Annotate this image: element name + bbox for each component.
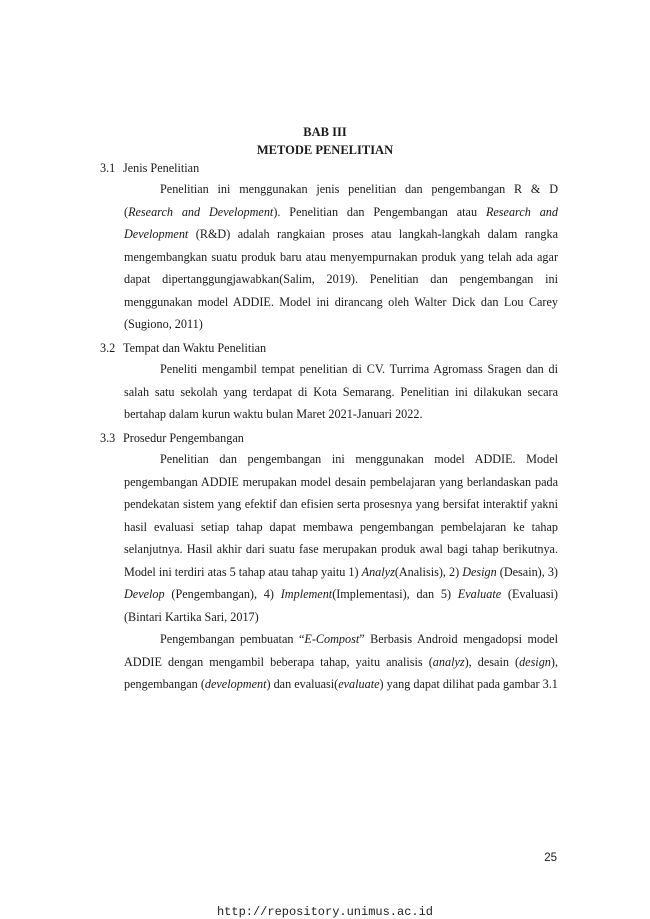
text-run: ), desain ( [464,654,520,669]
text-run: (Implementasi), dan 5) [332,587,458,602]
italic-run: Analyz [361,564,395,579]
section-heading-3-2 [100,340,266,356]
text-run: ) dan evaluasi( [266,677,339,692]
text-run: (Pengembangan), 4) [164,587,281,602]
section-heading-3-3 [100,430,244,446]
italic-run: Implement [280,587,333,602]
section-title: Prosedur Pengembangan [123,431,244,445]
text-run: ). Penelitian dan Pengembangan atau [273,204,486,219]
text-run: (Evaluasi) (Bintari Kartika Sari, 2017) [124,587,558,624]
italic-run: design [519,654,551,669]
text-run: (Analisis), 2) [394,564,463,579]
section-number: 3.1 [100,161,116,175]
italic-run: Research and Development [124,204,558,242]
paragraph-pengembangan-ecompost [124,628,558,696]
text-run: Penelitian dan pengembangan ini menggunakan model ADDIE. Model pengembangan ADDIE merupakan model desain pembelajaran yang berlandaskan pada pendekatan sistem yang efektif dan efisien serta prosesnya yang bersifat interaktif yakni hasil evaluasi setiap tahap dapat membawa pengembangan pembelajaran ke tahap selanjutnya. Hasil akhir dari suatu fase merupakan produk awal bagi tahap berikutnya. Model ini terdiri atas 5 tahap atau tahap yaitu 1) [124,452,558,579]
page-number: 25 [544,852,557,864]
italic-run: Develop [124,587,165,602]
text-run: Pengembangan pembuatan “ [160,632,305,646]
text-run: (Desain), 3) [496,564,558,579]
italic-run: E-Compost [304,632,360,646]
text-run: Penelitian ini menggunakan jenis penelitian dan pengembangan R & D ( [124,182,558,219]
chapter-label: BAB III [303,125,347,139]
section-heading-3-1 [100,160,199,176]
text-run: (R&D) adalah rangkaian proses atau langkah-langkah dalam rangka mengembangkan suatu produk baru atau menyempurnakan produk yang telah ada agar dapat dipertanggungjawabkan(Salim, 2019). Penelitian dan pengembangan ini menggunakan model ADDIE. Model ini dirancang oleh Walter Dick dan Lou Carey (Sugiono, 2011) [124,227,558,332]
paragraph-jenis-penelitian [124,178,558,336]
section-title: Tempat dan Waktu Penelitian [123,341,267,355]
text-run: Peneliti mengambil tempat penelitian di CV. Turrima Agromass Sragen dan di salah satu sekolah yang terdapat di Kota Semarang. Penelitian ini dilakukan secara bertahap dalam kurun waktu bulan Maret 2021-Januari 2022. [124,362,558,422]
italic-run: Evaluate [457,587,502,602]
section-title: Jenis Penelitian [123,161,200,175]
chapter-title: METODE PENELITIAN [256,143,394,157]
italic-run: analyz [432,654,465,669]
italic-run: evaluate [338,677,380,692]
section-number: 3.2 [100,341,116,355]
text-run: ) yang dapat dilihat pada gambar 3.1 [379,677,558,692]
text-run: ” Berbasis Android mengadopsi model ADDIE dengan mengambil beberapa tahap, yaitu analisis ( [124,632,558,669]
repository-url-footer: http://repository.unimus.ac.id [216,905,434,919]
italic-run: Research and Development [128,204,274,219]
section-number: 3.3 [100,431,116,445]
italic-run: Design [462,564,497,579]
text-run: ), pengembangan ( [124,654,558,692]
paragraph-prosedur [124,448,558,628]
italic-run: development [204,677,267,692]
paragraph-tempat-waktu [124,358,558,426]
